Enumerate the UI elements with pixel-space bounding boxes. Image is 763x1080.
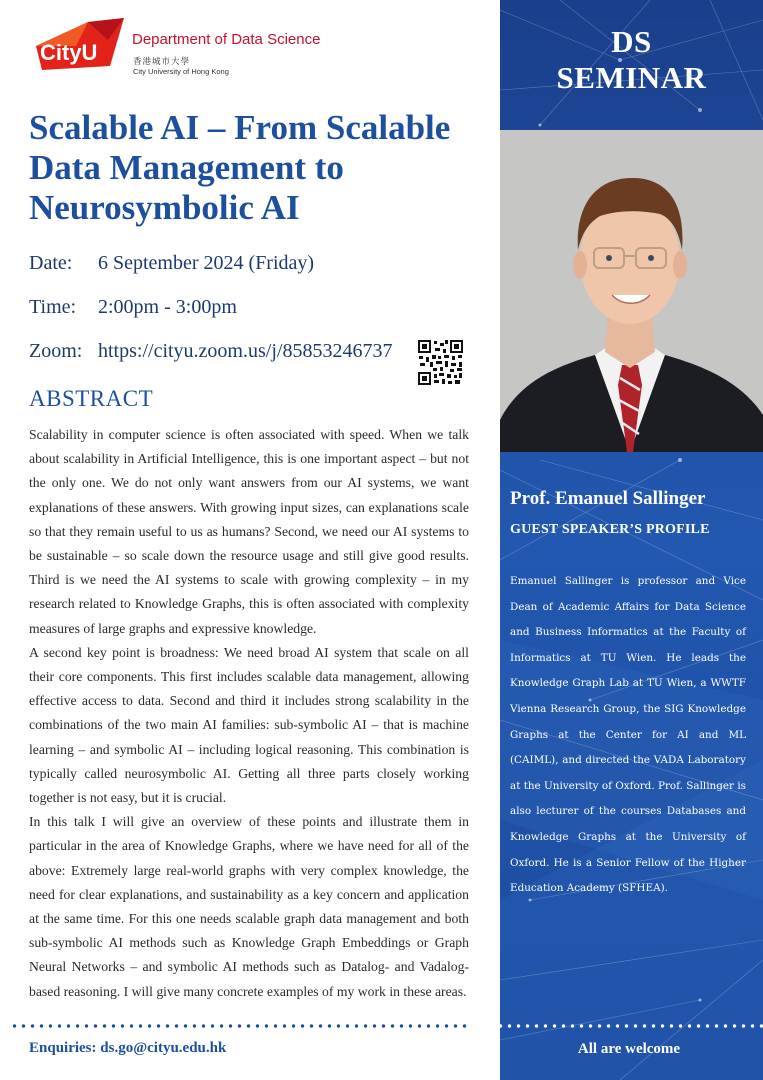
right-panel (500, 0, 763, 1080)
time-label: Time: (29, 296, 77, 318)
seminar-line-2: SEMINAR (556, 60, 707, 95)
dotted-divider (10, 1024, 470, 1028)
date-row (29, 252, 314, 275)
all-welcome-text: All are welcome (577, 1041, 681, 1057)
university-name-zh: 香港城市大學 (133, 57, 191, 67)
abstract-heading: ABSTRACT (29, 386, 154, 411)
zoom-row (29, 340, 392, 363)
speaker-photo (500, 130, 763, 452)
seminar-heading (500, 24, 763, 96)
dotted-divider-right (478, 1024, 763, 1028)
speaker-photo-icon (500, 130, 763, 452)
zoom-link[interactable]: https://cityu.zoom.us/j/85853246737 (98, 340, 393, 362)
cityu-logo (28, 16, 128, 72)
speaker-profile-label: GUEST SPEAKER’S PROFILE (510, 522, 710, 537)
enquiries-contact[interactable]: Enquiries: ds.go@cityu.edu.hk (29, 1040, 227, 1056)
date-label: Date: (29, 252, 73, 274)
time-row (29, 296, 237, 319)
speaker-bio: Emanuel Sallinger is professor and Vice Dean of Academic Affairs for Data Science and Business Informatics at the Faculty of Informatics at TU Wien. He leads the Knowledge Graph Lab at TU Wien, a WWTF Vienna Research Group, the SIG Knowledge Graphs at the Center for AI and ML (CAIML), and directed the VADA Laboratory at the University of Oxford. Prof. Sallinger is also lecturer of the courses Databases and Knowledge Graphs at the University of Oxford. He is a Senior Fellow of the Higher Education Academy (SFHEA). (510, 575, 746, 895)
abstract-paragraph: In this talk I will give an overview of these points and illustrate them in particular in the area of Knowledge Graphs, where we have need for all of the above: Extremely large real-world graphs with very complex knowledge, the need for clear explanations, and sustainability as a key concern and application at the same time. For this one needs scalable graph data management and both sub-symbolic AI methods such as Knowledge Graph Embeddings or Graph Neural Networks – and symbolic AI methods such as Datalog- and Vadalog-based reasoning. I will give many concrete examples of my work in these areas. (29, 814, 469, 999)
abstract-paragraph: Scalability in computer science is often associated with speed. When we talk about scalability in Artificial Intelligence, this is one important aspect – but not the only one. We do not only want answers from our AI systems, we want explanations of these answers. With growing input sizes, can explanations scale so that they remain useful to us as humans? Second, we need our AI systems to be sustainable – so scale down the resource usage and still give good results. Third is we need the AI systems to scale with growing complexity – in my research related to Knowledge Graphs, this is often associated with complexity measures of large graphs and expressive knowledge. (29, 427, 469, 636)
date-value: 6 September 2024 (Friday) (98, 252, 315, 274)
abstract-body (29, 423, 469, 1004)
seminar-line-1: DS (611, 24, 652, 59)
department-name: Department of Data Science (132, 31, 321, 48)
zoom-label: Zoom: (29, 340, 83, 362)
university-name-en: City University of Hong Kong (133, 67, 229, 76)
qr-code-icon[interactable] (417, 339, 464, 386)
speaker-name: Prof. Emanuel Sallinger (510, 488, 706, 509)
seminar-title: Scalable AI – From Scalable Data Management to Neurosymbolic AI (29, 108, 451, 227)
logo-text: CityU (40, 40, 98, 65)
time-value: 2:00pm - 3:00pm (98, 296, 237, 318)
abstract-paragraph: A second key point is broadness: We need broad AI system that scale on all their core components. This first includes scalable data management, allowing effective access to data. Second and third it includes strong scalability in the combinations of the two main AI families: sub-symbolic AI – that is machine learning – and symbolic AI – including logical reasoning. This combination is typically called neurosymbolic AI. Getting all three parts closely working together is not easy, but it is crucial. (29, 644, 469, 806)
